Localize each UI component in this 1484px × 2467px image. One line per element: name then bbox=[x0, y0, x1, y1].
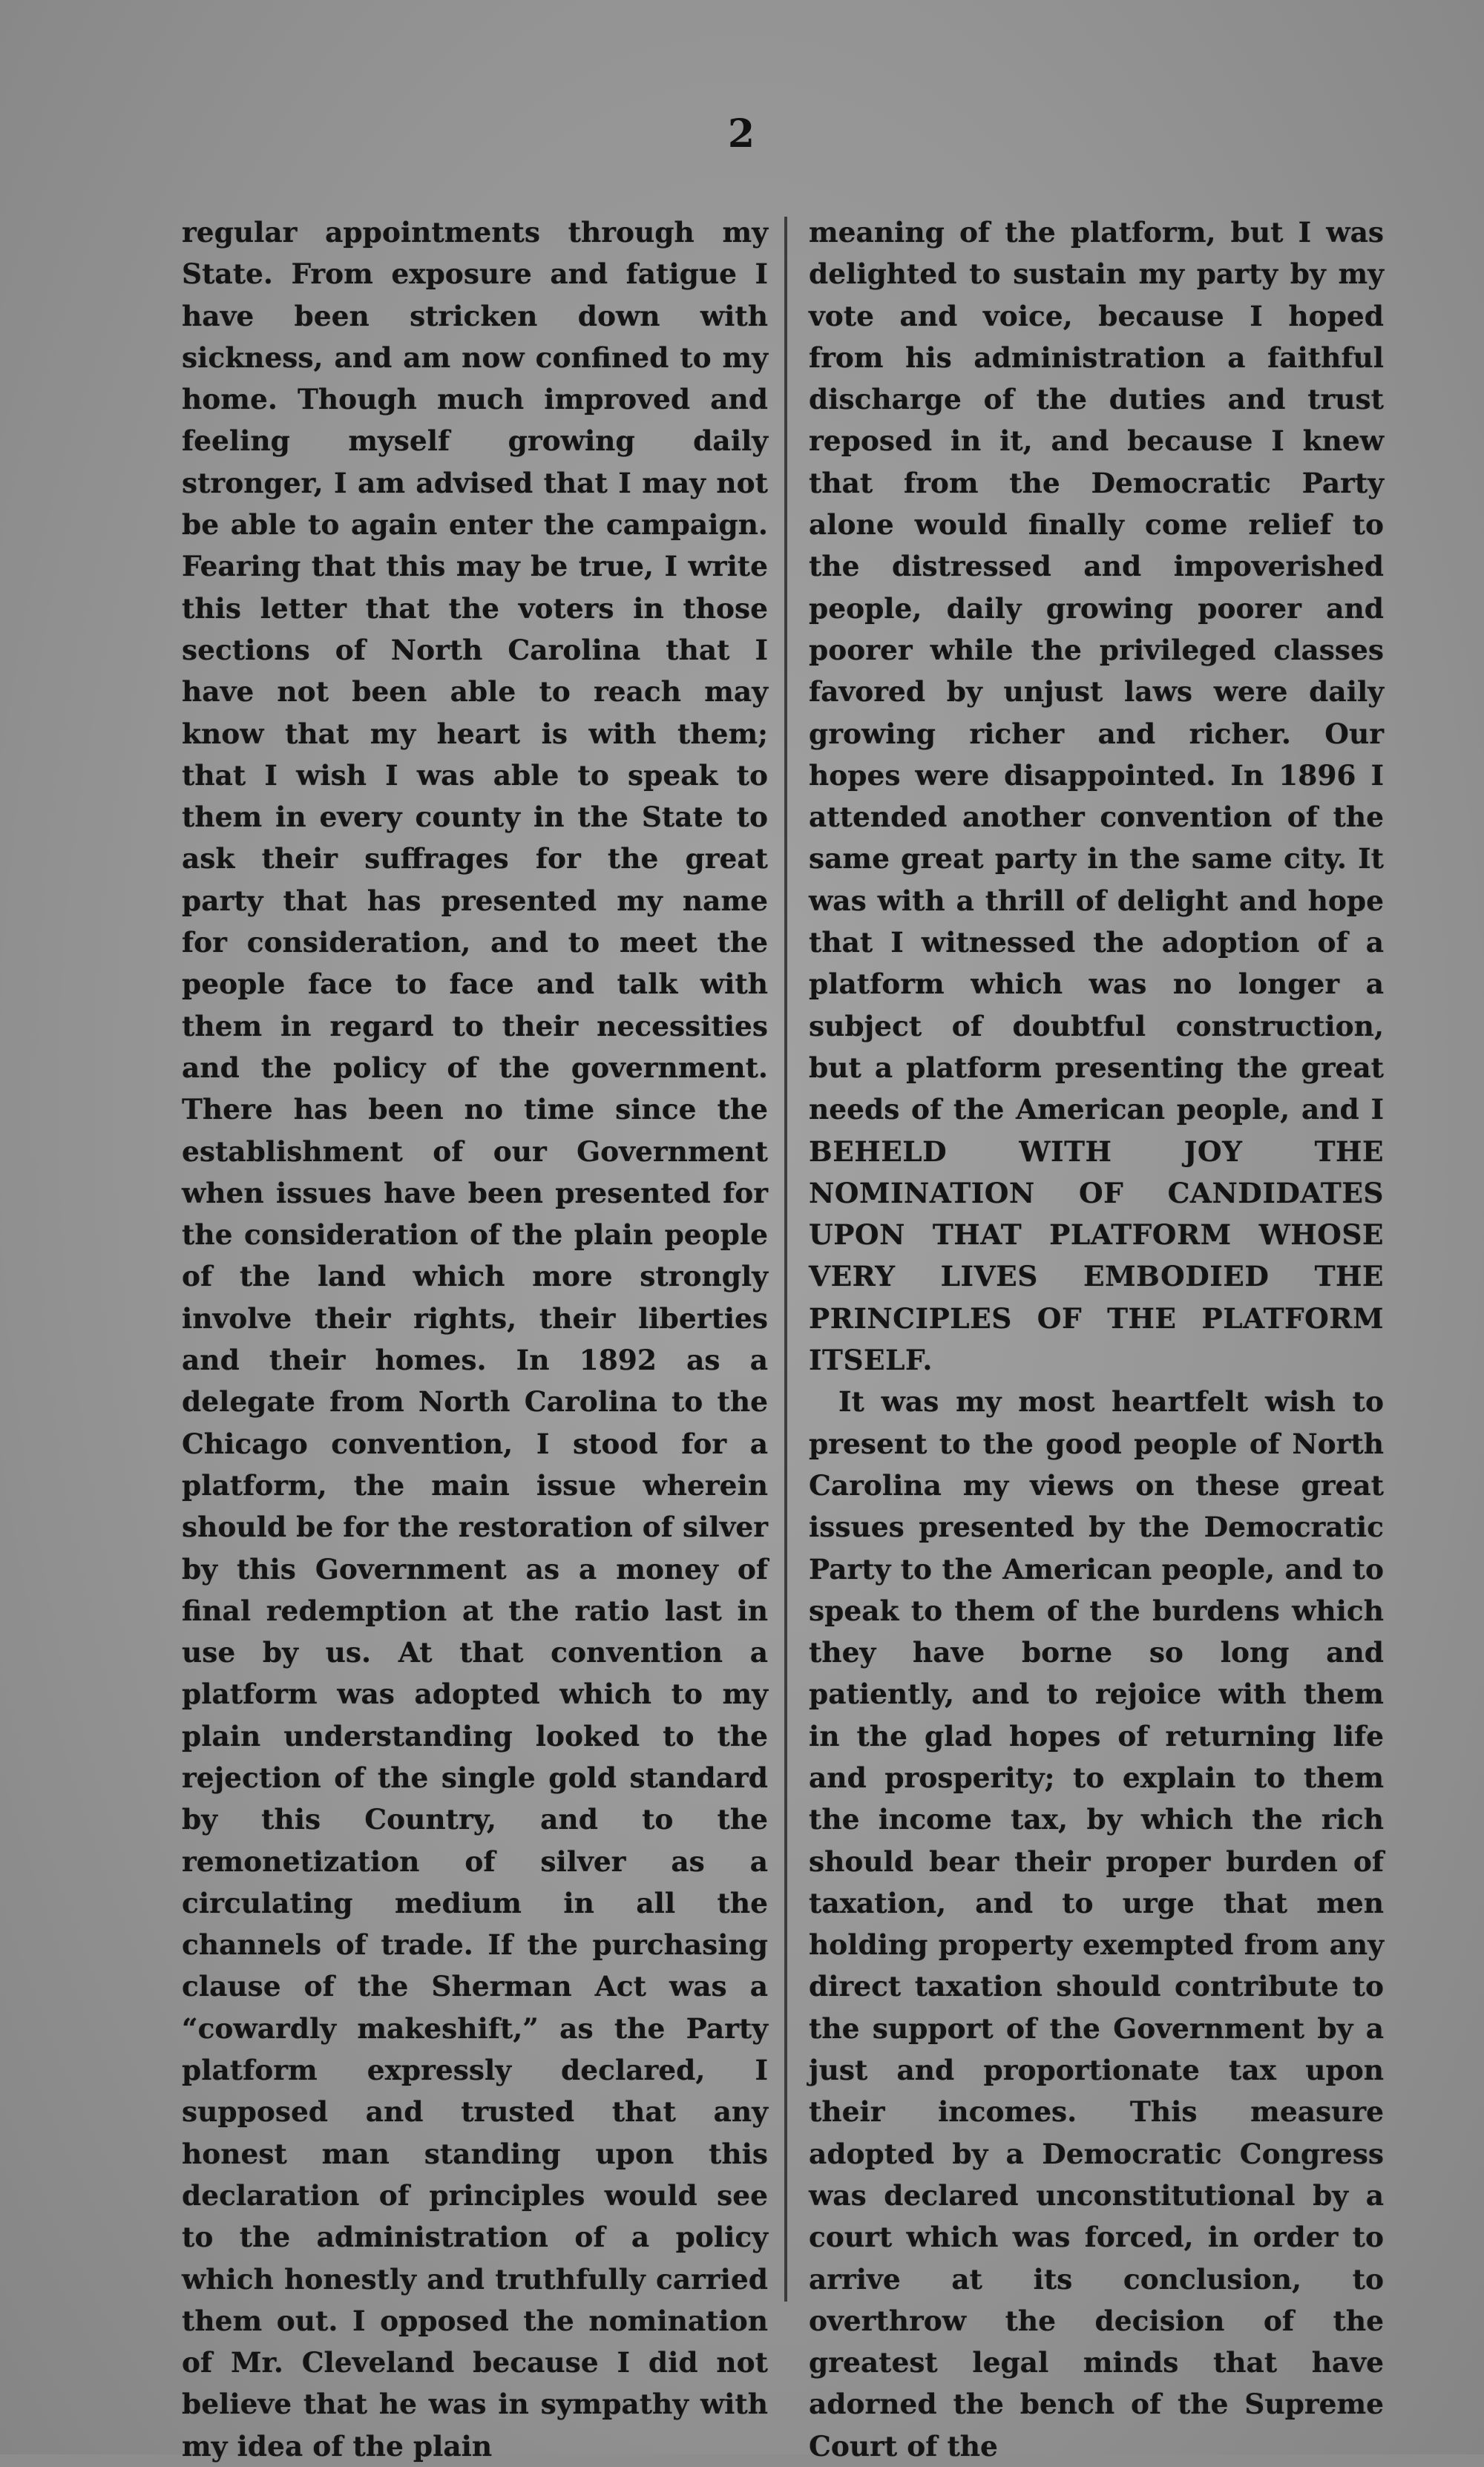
column-divider bbox=[784, 217, 787, 2302]
page-number: 2 bbox=[727, 111, 757, 157]
right-column-text-1: meaning of the platform, but I was delighted to sustain my party by my vote and voice, because I hoped from his administration a faithful discharge of the duties and trust reposed in it, and because I knew that from the Democratic Party alone would finally come relief to the distressed and impoverished people, daily growing poorer and poorer while the privileged classes favored by unjust laws were daily growing richer and richer. Our hopes were disappointed. In 1896 I attended another convention of the same great party in the same city. It was with a thrill of delight and hope that I witnessed the adoption of a platform which was no longer a subject of doubtful construction, but a platform presenting the great needs of the American people, and I bbox=[809, 216, 1384, 1126]
right-column-paragraph-1 bbox=[809, 211, 1384, 1381]
left-column-text: regular appointments through my State. From exposure and fatigue I have been stricken down with sickness, and am now confined to my home. Though much improved and feeling myself growing daily stronger, I am advised that I may not be able to again enter the campaign. Fearing that this may be true, I write this letter that the voters in those sections of North Carolina that I have not been able to reach may know that my heart is with them; that I wish I was able to speak to them in every county in the State to ask their suffrages for the great party that has presented my name for consideration, and to meet the people face to face and talk with them in regard to their necessities and the policy of the government. There has been no time since the establishment of our Government when issues have been presented for the consideration of the plain people of the land which more strongly involve their rights, their liberties and their homes. In 1892 as a delegate from North Carolina to the Chicago convention, I stood for a platform, the main issue wherein should be for the restoration of silver by this Government as a money of final redemption at the ratio last in use by us. At that convention a platform was adopted which to my plain understanding looked to the rejection of the single gold standard by this Country, and to the remonetization of silver as a circulating medium in all the channels of trade. If the purchasing clause of the Sherman Act was a “cowardly makeshift,” as the Party platform expressly declared, I supposed and trusted that any honest man standing upon this declaration of principles would see to the administration of a policy which honestly and truthfully carried them out. I opposed the nomination of Mr. Cleveland because I did not believe that he was in sympathy with my idea of the plain bbox=[182, 216, 768, 2463]
right-column bbox=[809, 211, 1384, 2463]
right-column-paragraph-2: It was my most heartfelt wish to present to the good people of North Carolina my views on these great issues presented by the Democratic Party to the American people, and to speak to them of the burdens which they have borne so long and patiently, and to rejoice with them in the glad hopes of returning life and prosperity; to explain to them the income tax, by which the rich should bear their proper burden of taxation, and to urge that men holding property exempted from any direct taxation should contribute to the support of the Government by a just and proportionate tax upon their incomes. This measure adopted by a Democratic Congress was declared unconstitutional by a court which was forced, in order to arrive at its conclusion, to overthrow the decision of the greatest legal minds that have adorned the bench of the Supreme Court of the bbox=[809, 1385, 1384, 2463]
right-column-caps-text: BEHELD WITH JOY THE NOMINATION OF CANDIDATES UPON THAT PLATFORM WHOSE VERY LIVES EMBODIED THE PRINCIPLES OF THE PLATFORM ITSELF. bbox=[809, 1134, 1384, 1377]
left-column bbox=[182, 211, 768, 2463]
